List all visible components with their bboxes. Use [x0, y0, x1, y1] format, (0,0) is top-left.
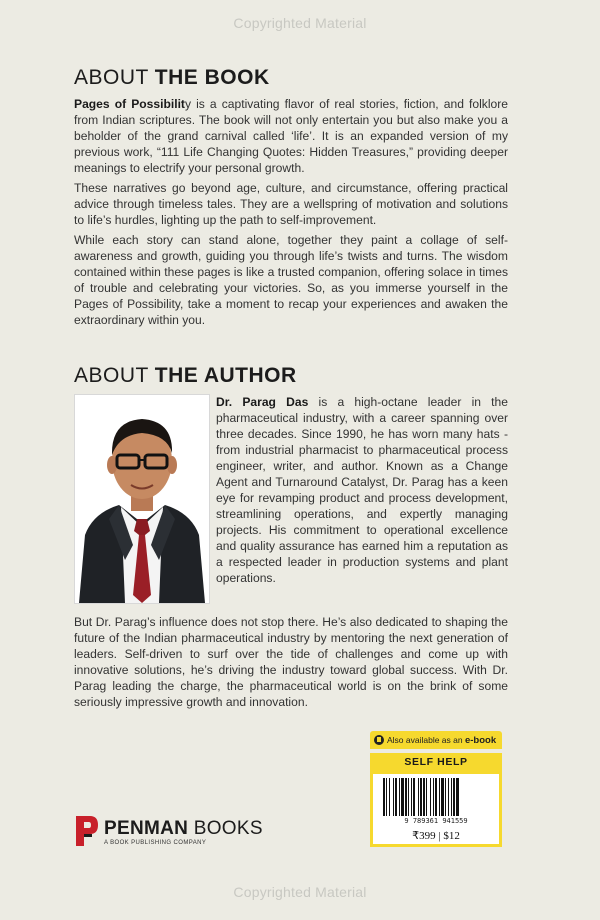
- author-photo: [74, 394, 210, 604]
- barcode-bar: [408, 778, 409, 816]
- barcode-bar: [451, 778, 452, 816]
- author-name: Dr. Parag Das: [216, 395, 309, 409]
- barcode-bar: [386, 778, 387, 816]
- barcode-bar: [445, 778, 446, 816]
- isbn-number: 9 789361 941559: [404, 817, 468, 825]
- barcode-box: [370, 771, 502, 847]
- about-author-paragraph-1: [216, 394, 508, 586]
- about-book-paragraph-1-text: y is a captivating flavor of real stories, fiction, and folklore from Indian scriptures. The book will not only entertain you but also make you a beholder of the grand carnival called ‘life’. It is an expanded version of my previous work, “111 Life Changing Quotes: Hidden Treasures,” providing deeper meanings to electrify your personal growth.: [74, 97, 508, 175]
- ebook-prefix: Also available as an: [387, 734, 465, 745]
- barcode-bar: [395, 778, 397, 816]
- barcode-bar: [426, 778, 427, 816]
- barcode-bar: [435, 778, 437, 816]
- barcode-bar: [439, 778, 440, 816]
- watermark-top: Copyrighted Material: [233, 15, 367, 31]
- barcode-bar: [383, 778, 385, 816]
- publisher-tagline: A BOOK PUBLISHING COMPANY: [104, 840, 207, 846]
- ebook-text: [387, 731, 496, 750]
- barcode-bar: [401, 778, 404, 816]
- penman-logo-mark-icon: [74, 814, 100, 848]
- author-portrait-illustration: [75, 395, 209, 603]
- about-book-heading: [74, 66, 270, 90]
- about-book-paragraph-1: [74, 96, 508, 176]
- barcode-bar: [393, 778, 394, 816]
- ebook-bold: e-book: [464, 734, 497, 746]
- publisher-name-light: BOOKS: [188, 818, 263, 839]
- about-book-paragraph-2: These narratives go beyond age, culture, and circumstance, offering practical advice through timeless tales. They are a wellspring of motivation and solutions to life’s hurdles, lighting up the path to self-improvement.: [74, 181, 508, 227]
- barcode-bar: [413, 778, 415, 816]
- ebook-availability-strip: [370, 731, 502, 749]
- about-author-heading-bold: THE AUTHOR: [154, 364, 297, 387]
- barcode-bar: [453, 778, 455, 816]
- barcode-bar: [441, 778, 444, 816]
- about-author-heading-light: ABOUT: [74, 364, 155, 387]
- barcode-bar: [405, 778, 407, 816]
- barcode-bar: [411, 778, 412, 816]
- price-barcode-badge: [370, 731, 502, 847]
- publisher-name: [104, 818, 263, 840]
- barcode-bar: [456, 778, 459, 816]
- ebook-icon: [374, 735, 384, 745]
- barcode-bar: [389, 778, 390, 816]
- barcode-bar: [430, 778, 431, 816]
- about-author-heading: [74, 364, 297, 388]
- publisher-logo: [74, 814, 294, 850]
- barcode-bar: [433, 778, 434, 816]
- barcode-bar: [448, 778, 449, 816]
- watermark-bottom: Copyrighted Material: [233, 884, 367, 900]
- about-book-paragraph-3: While each story can stand alone, together they paint a collage of self-awareness and growth, guiding you through life’s twists and turns. The wisdom contained within these pages is like a trusted companion, offering solace in times of trouble and celebrating your victories. So, as you immerse yourself in the Pages of Possibility, take a moment to recap your experiences and awaken the extraordinary within you.: [74, 233, 508, 327]
- price-label: ₹399 | $12: [412, 830, 460, 842]
- barcode: [381, 778, 491, 818]
- about-book-heading-light: ABOUT: [74, 66, 155, 89]
- barcode-bar: [423, 778, 425, 816]
- about-author-paragraph-1-text: is a high-octane leader in the pharmaceutical industry, with a career spanning over three decades. Since 1990, he has worn many hats - from industrial pharmacist to pharmaceutical process engineer, writer, and author. Known as a Change Agent and Turnaround Catalyst, Dr. Parag has a keen eye for revamping product and process development, streamlining operations, and expertly managing projects. His commitment to operational excellence and quality assurance has earned him a reputation as a respected leader in production systems and plant operations.: [216, 395, 508, 585]
- barcode-bar: [399, 778, 400, 816]
- about-author-paragraph-2: But Dr. Parag’s influence does not stop there. He’s also dedicated to shaping the future of the Indian pharmaceutical industry by mentoring the next generation of leaders. Self-driven to surf over the tide of challenges and come up with innovative solutions, he’s driving the industry toward global success. With Dr. Parag leading the charge, the pharmaceutical world is on the brink of some seriously impressive growth and innovation.: [74, 615, 508, 709]
- barcode-bar: [418, 778, 419, 816]
- about-book-heading-bold: THE BOOK: [154, 66, 270, 89]
- publisher-name-bold: PENMAN: [104, 818, 189, 839]
- book-title-inline: Pages of Possibilit: [74, 97, 185, 111]
- genre-label: SELF HELP: [370, 753, 502, 771]
- barcode-bar: [420, 778, 422, 816]
